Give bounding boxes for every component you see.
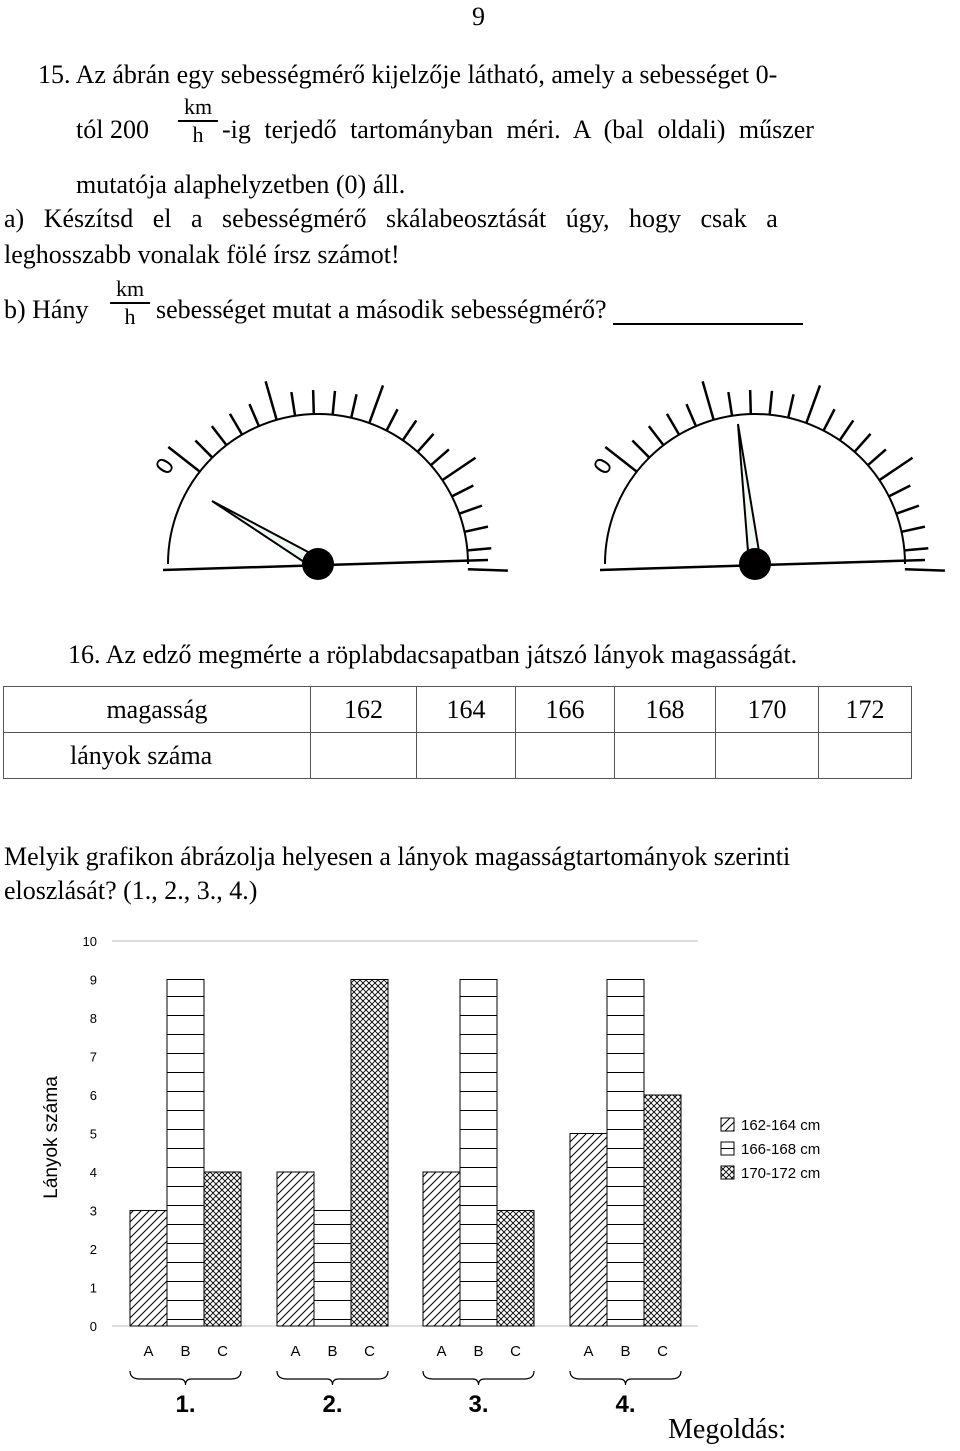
gauge-tick [431,449,449,465]
bar [167,980,204,1327]
gauge-tick [649,426,664,445]
gauge-tick [452,486,473,497]
q15-b-end [156,295,803,325]
speedometer-right [588,381,945,580]
gauge-tick [905,569,945,570]
gauge-tick [459,506,482,514]
gauge-tick [442,458,475,480]
bar [204,1172,241,1326]
y-tick-label: 1 [89,1280,97,1296]
y-tick-label: 7 [89,1049,97,1065]
q15-a-line2: leghosszabb vonalak fölé írsz számot! [4,240,400,269]
count-cell[interactable] [516,733,615,779]
group-brace [130,1371,241,1385]
gauge-tick [369,385,383,423]
q15-line3: mutatója alaphelyzetben (0) áll. [76,170,406,199]
height-cell: 162 [311,687,417,733]
y-tick-label: 10 [82,934,97,949]
height-table [3,686,912,779]
q15-b-text: sebességet mutat a második sebességmérő? [156,295,607,324]
legend-swatch [721,1142,734,1155]
gauge-tick [879,458,912,480]
height-cell: 168 [615,687,716,733]
y-tick-label: 9 [89,972,97,988]
y-tick-label: 0 [89,1319,97,1334]
table-row [4,733,912,779]
gauge-tick [333,391,335,415]
bar [130,1211,167,1327]
x-tick-label: B [180,1343,191,1360]
gauge-tick [351,394,356,417]
solution-label: Megoldás: [668,1414,787,1445]
speedometer-gauges [0,380,960,600]
bar [644,1095,681,1326]
gauge-tick [212,426,227,445]
bar [570,1134,607,1327]
bar [460,980,497,1327]
gauge-tick [824,409,835,430]
x-tick-label: A [583,1343,594,1360]
y-axis-label: Lányok száma [41,1076,62,1199]
gauge-zero-label: 0 [588,453,619,480]
height-cell: 166 [516,687,615,733]
y-tick-label: 2 [89,1242,97,1257]
y-tick-label: 8 [89,1011,97,1026]
gauge-tick [313,390,314,414]
group-label: 2. [322,1391,343,1418]
gauge-tick [291,392,295,416]
count-cell[interactable] [716,733,819,779]
gauge-tick [230,414,242,435]
x-tick-label: B [327,1343,338,1360]
gauge-tick [632,441,649,458]
gauge-tick [387,409,398,430]
count-cell[interactable] [311,733,417,779]
gauge-tick [902,527,925,532]
unit-numerator: km [178,96,218,122]
unit-fraction-1 [178,96,218,146]
gauge-tick [896,506,919,514]
gauge-tick [195,441,212,458]
gauge-tick [249,404,258,426]
gauge-hub [739,548,771,580]
x-tick-label: B [473,1343,484,1360]
y-tick-label: 3 [89,1203,97,1219]
q15-line2a: tól 200 [76,115,149,144]
bar [423,1172,460,1326]
gauge-tick [788,394,793,417]
gauge-hub [302,548,334,580]
count-cell[interactable] [417,733,516,779]
gauge-tick [806,385,820,423]
x-tick-label: A [143,1343,154,1360]
q15-line2b: -ig terjedő tartományban méri. A (bal oldali) műszer [222,115,814,144]
gauge-tick [840,420,854,440]
group-label: 1. [175,1391,196,1418]
gauge-tick [465,527,488,532]
unit-denominator-2: h [124,304,136,329]
gauge-tick [889,486,910,497]
y-tick-label: 6 [89,1088,97,1103]
y-tick-label: 5 [89,1126,97,1142]
speedometer-left [150,381,508,580]
bar [351,980,388,1327]
gauge-tick [904,548,928,550]
gauge-tick [750,390,751,414]
height-cell: 170 [716,687,819,733]
legend-label: 162-164 cm [741,1117,821,1134]
y-tick-label: 4 [89,1165,97,1180]
height-cell: 172 [819,687,912,733]
group-brace [277,1371,388,1385]
group-brace [423,1371,534,1385]
q16-line1: 16. Az edző megmérte a röplabdacsapatban játszó lányok magasságát. [68,640,798,669]
gauge-tick [728,392,732,416]
table-header-count: lányok száma [4,733,311,779]
legend-label: 166-168 cm [741,1141,821,1158]
answer-blank[interactable] [613,299,803,325]
legend-label: 170-172 cm [741,1165,821,1182]
x-tick-label: A [436,1343,447,1360]
group-brace [570,1371,681,1385]
unit-fraction-2 [110,278,150,328]
gauge-needle [738,424,761,565]
unit-numerator-2: km [110,278,150,304]
x-tick-label: C [364,1343,375,1360]
q15-a-line1: a) Készítsd el a sebességmérő skálabeosztását úgy, hogy csak a [4,204,778,233]
gauge-tick [667,414,679,435]
bar [607,980,644,1327]
x-tick-label: C [217,1343,228,1360]
x-tick-label: C [657,1343,668,1360]
gauge-zero-label: 0 [150,453,181,480]
q16-question-line1: Melyik grafikon ábrázolja helyesen a lányok magasságtartományok szerinti [4,842,791,871]
bar [277,1172,314,1326]
height-cell: 164 [417,687,516,733]
gauge-tick [418,434,434,452]
q15-b-start: b) Hány [4,295,89,324]
count-cell[interactable] [819,733,912,779]
legend-swatch [721,1166,734,1179]
table-header-height: magasság [4,687,311,733]
gauge-tick [868,449,886,465]
q15-line1: 15. Az ábrán egy sebességmérő kijelzője látható, amely a sebességet 0- [38,60,778,89]
gauge-tick [467,548,491,550]
q16-question-line2: eloszlását? (1., 2., 3., 4.) [4,876,258,905]
table-row [4,687,912,733]
gauge-tick [403,420,417,440]
gauge-tick [703,381,714,419]
x-tick-label: C [510,1343,521,1360]
gauge-tick [266,381,277,419]
group-label: 4. [615,1391,636,1418]
gauge-arc [168,414,468,564]
gauge-tick [468,569,508,570]
x-tick-label: B [620,1343,631,1360]
unit-denominator: h [192,122,204,147]
gauge-tick [855,434,871,452]
bar-chart [0,920,960,1418]
x-tick-label: A [290,1343,301,1360]
page-number: 9 [472,2,485,31]
legend-swatch [721,1118,734,1131]
group-label: 3. [468,1391,489,1418]
count-cell[interactable] [615,733,716,779]
gauge-tick [686,404,695,426]
gauge-tick [770,391,772,415]
bar [314,1211,351,1327]
bar [497,1211,534,1327]
